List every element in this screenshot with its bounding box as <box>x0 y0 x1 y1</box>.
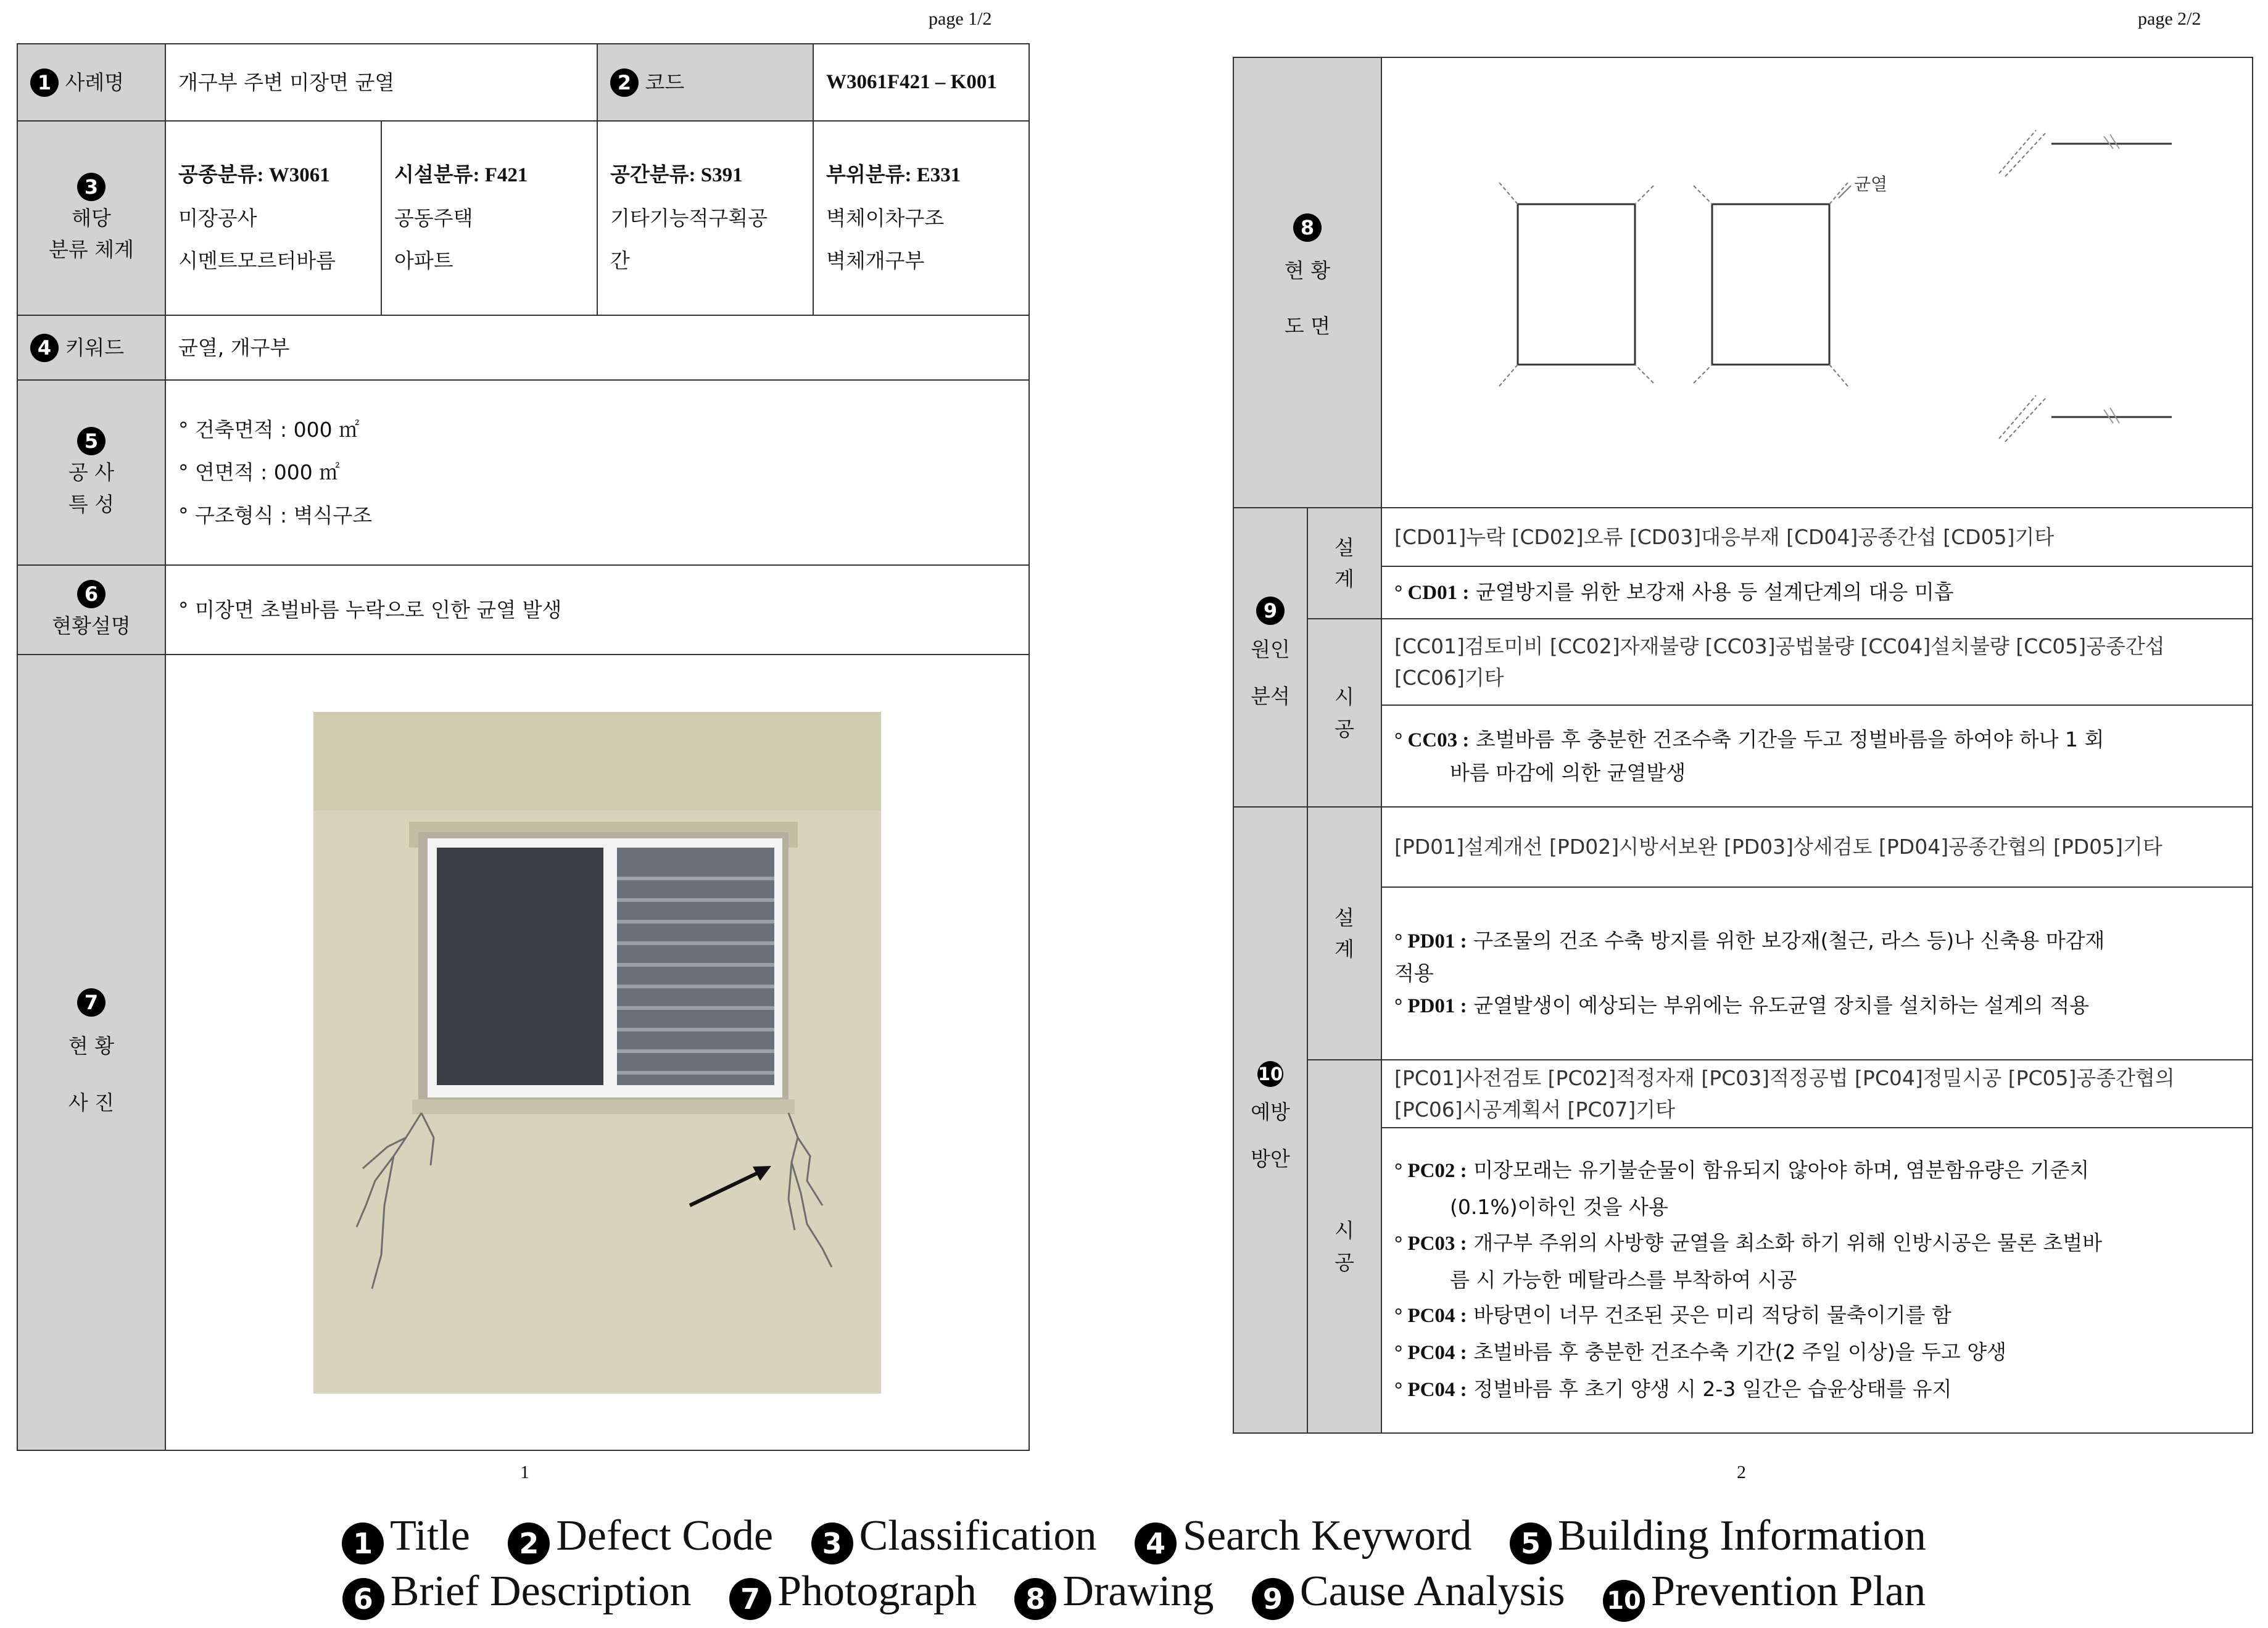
legend-item-classification <box>811 1512 1097 1560</box>
legend-label: Title <box>390 1512 470 1560</box>
prevention-label-cell <box>1233 807 1307 1433</box>
classification-facility-line: 공동주택 <box>394 205 473 230</box>
legend-marker: 5 <box>1510 1523 1552 1564</box>
description-value: ° 미장면 초벌바름 누락으로 인한 균열 발생 <box>165 565 1029 655</box>
prevention-construction-item <box>1394 1334 2240 1371</box>
prevention-label-line-1: 예방 <box>1251 1100 1290 1125</box>
legend-row-2 <box>0 1567 2268 1622</box>
marker-3: 3 <box>77 173 106 201</box>
title-label-cell <box>17 44 165 121</box>
prevention-construction-item-text: 정벌바름 후 초기 양생 시 2-3 일간은 습윤상태를 유지 <box>1473 1376 1952 1401</box>
prevention-construction-item-cont: 름 시 가능한 메탈라스를 부착하여 시공 <box>1450 1267 1797 1292</box>
classification-space <box>597 121 813 315</box>
legend-row-1 <box>0 1511 2268 1564</box>
prevention-design-item-cont: 적용 <box>1394 961 1434 986</box>
prevention-construction-item-code: ° PC02 : <box>1394 1160 1467 1183</box>
drawing-label-line-2: 도 면 <box>1284 313 1331 338</box>
construction-label-line-1: 시 <box>1335 685 1354 709</box>
classification-space-line: 기타기능적구획공 <box>610 205 768 230</box>
legend-label: Defect Code <box>556 1512 774 1560</box>
cause-construction-label <box>1307 619 1381 807</box>
classification-element-line: 벽체개구부 <box>826 249 925 273</box>
page-number-2: page 2/2 <box>2138 9 2201 29</box>
prevention-construction-item <box>1394 1152 2240 1189</box>
defect-drawing <box>1382 59 2249 506</box>
photo-label-line-2: 사 진 <box>68 1090 115 1115</box>
legend-label: Photograph <box>777 1568 977 1615</box>
design-label-line-2: 계 <box>1335 937 1354 961</box>
legend-item-building-information <box>1510 1512 1926 1560</box>
prevention-construction-items <box>1381 1128 2253 1433</box>
prevention-design-items <box>1381 887 2253 1060</box>
prevention-design-item-code: ° PD01 : <box>1394 930 1467 953</box>
legend-marker: 7 <box>729 1578 771 1620</box>
classification-work <box>165 121 381 315</box>
classification-facility-head: 시설분류: F421 <box>394 163 528 186</box>
prevention-construction-item-text: 미장모래는 유기불순물이 함유되지 않아야 하며, 염분함유량은 기준치 <box>1473 1158 2090 1183</box>
building-total-area: ° 연면적 : 000 ㎡ <box>178 460 340 485</box>
legend-marker: 3 <box>811 1523 853 1564</box>
legend-label: Brief Description <box>390 1568 692 1615</box>
defect-photograph <box>313 712 881 1394</box>
legend-label: Prevention Plan <box>1651 1568 1926 1615</box>
cause-construction-item-code: ° CC03 : <box>1394 729 1470 752</box>
legend-item-cause-analysis <box>1252 1568 1565 1615</box>
building-label-line-1: 공 사 <box>68 460 115 485</box>
prevention-construction-codes: [PC01]사전검토 [PC02]적정자재 [PC03]적정공법 [PC04]정밀시공 [PC05]공종간협의 [PC06]시공계획서 [PC07]기타 <box>1381 1060 2253 1128</box>
classification-element <box>813 121 1029 315</box>
legend-label: Cause Analysis <box>1299 1568 1565 1615</box>
marker-6: 6 <box>77 580 106 608</box>
legend-item-photograph <box>729 1568 977 1615</box>
classification-work-line: 미장공사 <box>178 205 257 230</box>
legend-label: Classification <box>859 1512 1097 1560</box>
classification-work-head: 공종분류: W3061 <box>178 163 330 186</box>
marker-9: 9 <box>1256 597 1285 625</box>
keyword-label: 키워드 <box>65 335 125 360</box>
description-label: 현황설명 <box>52 613 131 638</box>
title-label: 사례명 <box>65 70 125 94</box>
prevention-design-item <box>1394 990 2240 1022</box>
cause-label-cell <box>1233 508 1307 807</box>
legend-marker: 4 <box>1135 1523 1177 1564</box>
footer-number-2: 2 <box>1737 1462 1746 1482</box>
photo-label-line-1: 현 황 <box>68 1034 115 1059</box>
prevention-construction-item-cont: (0.1%)이하인 것을 사용 <box>1450 1195 1668 1220</box>
construction-label-line-2: 공 <box>1335 1250 1354 1275</box>
code-value: W3061F421 – K001 <box>813 44 1029 121</box>
legend-label: Building Information <box>1557 1512 1926 1560</box>
building-structure: ° 구조형식 : 벽식구조 <box>178 503 373 527</box>
drawing-label-line-1: 현 황 <box>1284 258 1331 283</box>
classification-element-head: 부위분류: E331 <box>826 163 961 186</box>
prevention-design-label <box>1307 807 1381 1060</box>
design-label-line-2: 계 <box>1335 567 1354 591</box>
prevention-design-item-code: ° PD01 : <box>1394 994 1467 1017</box>
legend-marker: 10 <box>1603 1580 1645 1622</box>
cause-design-item <box>1381 566 2253 619</box>
marker-10: 10 <box>1257 1061 1283 1087</box>
drawing-label-cell <box>1233 57 1381 508</box>
cause-design-item-text: 균열방지를 위한 보강재 사용 등 설계단계의 대응 미흡 <box>1475 579 1954 604</box>
cause-construction-item-cont: 바름 마감에 의한 균열발생 <box>1450 760 1686 785</box>
marker-1: 1 <box>30 68 59 97</box>
marker-2: 2 <box>610 68 639 97</box>
building-label-cell <box>17 380 165 565</box>
prevention-label-line-2: 방안 <box>1251 1147 1290 1171</box>
construction-label-line-1: 시 <box>1335 1218 1354 1243</box>
marker-5: 5 <box>77 427 106 455</box>
cause-design-item-code: ° CD01 : <box>1394 581 1470 604</box>
cause-design-codes: [CD01]누락 [CD02]오류 [CD03]대응부재 [CD04]공종간섭 [CD05]기타 <box>1381 508 2253 566</box>
description-label-cell <box>17 565 165 655</box>
legend-item-brief-description <box>342 1568 692 1615</box>
prevention-construction-item-code: ° PC04 : <box>1394 1305 1467 1328</box>
drawing-cell <box>1381 57 2253 508</box>
cause-design-label <box>1307 508 1381 619</box>
legend-marker: 8 <box>1014 1578 1056 1620</box>
classification-work-line: 시멘트모르터바름 <box>178 249 336 273</box>
keyword-value: 균열, 개구부 <box>165 315 1029 380</box>
defect-form-page-1 <box>17 43 1030 1451</box>
classification-facility <box>381 121 597 315</box>
prevention-construction-item-code: ° PC03 : <box>1394 1232 1467 1255</box>
classification-space-line: 간 <box>610 249 630 273</box>
photo-label-cell <box>17 655 165 1450</box>
code-label: 코드 <box>645 70 685 94</box>
legend-item-drawing <box>1014 1568 1214 1615</box>
legend-item-title <box>342 1512 470 1560</box>
legend-item-defect-code <box>508 1512 773 1560</box>
classification-space-head: 공간분류: S391 <box>610 163 743 186</box>
prevention-design-item-text: 균열발생이 예상되는 부위에는 유도균열 장치를 설치하는 설계의 적용 <box>1473 993 2090 1017</box>
classification-element-line: 벽체이차구조 <box>826 205 945 230</box>
building-info <box>165 380 1029 565</box>
footer-number-1: 1 <box>520 1462 529 1482</box>
classification-facility-line: 아파트 <box>394 249 453 273</box>
prevention-construction-item-text: 초벌바름 후 충분한 건조수축 기간(2 주일 이상)을 두고 양생 <box>1473 1340 2007 1365</box>
defect-form-page-2 <box>1233 57 2253 1434</box>
cause-construction-item <box>1381 705 2253 807</box>
classification-label-cell <box>17 121 165 315</box>
legend-marker: 2 <box>508 1523 550 1564</box>
keyword-label-cell <box>17 315 165 380</box>
prevention-construction-label <box>1307 1060 1381 1433</box>
prevention-construction-item-code: ° PC04 : <box>1394 1342 1467 1365</box>
marker-7: 7 <box>77 988 106 1017</box>
title-value: 개구부 주변 미장면 균열 <box>165 44 597 121</box>
crack-annotation: 균열 <box>1854 173 1888 194</box>
prevention-design-codes: [PD01]설계개선 [PD02]시방서보완 [PD03]상세검토 [PD04]공종간협의 [PD05]기타 <box>1381 807 2253 887</box>
cause-construction-item-text: 초벌바름 후 충분한 건조수축 기간을 두고 정벌바름을 하여야 하나 1 회 <box>1475 727 2105 752</box>
prevention-construction-item-code: ° PC04 : <box>1394 1378 1467 1401</box>
prevention-construction-item-text: 바탕면이 너무 건조된 곳은 미리 적당히 물축이기를 함 <box>1473 1303 1951 1328</box>
cause-label-line-2: 분석 <box>1251 684 1290 709</box>
prevention-construction-item <box>1394 1371 2240 1408</box>
legend-item-search-keyword <box>1135 1512 1471 1560</box>
prevention-design-item <box>1394 925 2240 957</box>
legend-marker: 1 <box>342 1523 384 1564</box>
legend-marker: 9 <box>1252 1578 1294 1620</box>
prevention-construction-item <box>1394 1297 2240 1334</box>
code-label-cell <box>597 44 813 121</box>
legend-label: Drawing <box>1062 1568 1214 1615</box>
building-label-line-2: 특 성 <box>68 492 115 516</box>
design-label-line-1: 설 <box>1335 535 1354 560</box>
legend-label: Search Keyword <box>1183 1512 1472 1560</box>
cause-label-line-1: 원인 <box>1251 637 1290 662</box>
classification-label-line-1: 해당 <box>72 205 111 230</box>
marker-8: 8 <box>1293 213 1322 242</box>
cause-construction-codes: [CC01]검토미비 [CC02]자재불량 [CC03]공법불량 [CC04]설치불량 [CC05]공종간섭 [CC06]기타 <box>1381 619 2253 705</box>
design-label-line-1: 설 <box>1335 905 1354 930</box>
legend-item-prevention-plan <box>1603 1568 1926 1615</box>
prevention-construction-item-text: 개구부 주위의 사방향 균열을 최소화 하기 위해 인방시공은 물론 초벌바 <box>1473 1230 2103 1255</box>
legend-marker: 6 <box>342 1578 384 1620</box>
building-area: ° 건축면적 : 000 ㎡ <box>178 418 360 442</box>
photo-cell <box>165 655 1029 1450</box>
marker-4: 4 <box>30 334 59 362</box>
construction-label-line-2: 공 <box>1335 716 1354 741</box>
page-number-1: page 1/2 <box>929 9 992 29</box>
prevention-design-item-text: 구조물의 건조 수축 방지를 위한 보강재(철근, 라스 등)나 신축용 마감재 <box>1473 928 2105 953</box>
prevention-construction-item <box>1394 1225 2240 1262</box>
classification-label-line-2: 분류 체계 <box>48 238 134 262</box>
